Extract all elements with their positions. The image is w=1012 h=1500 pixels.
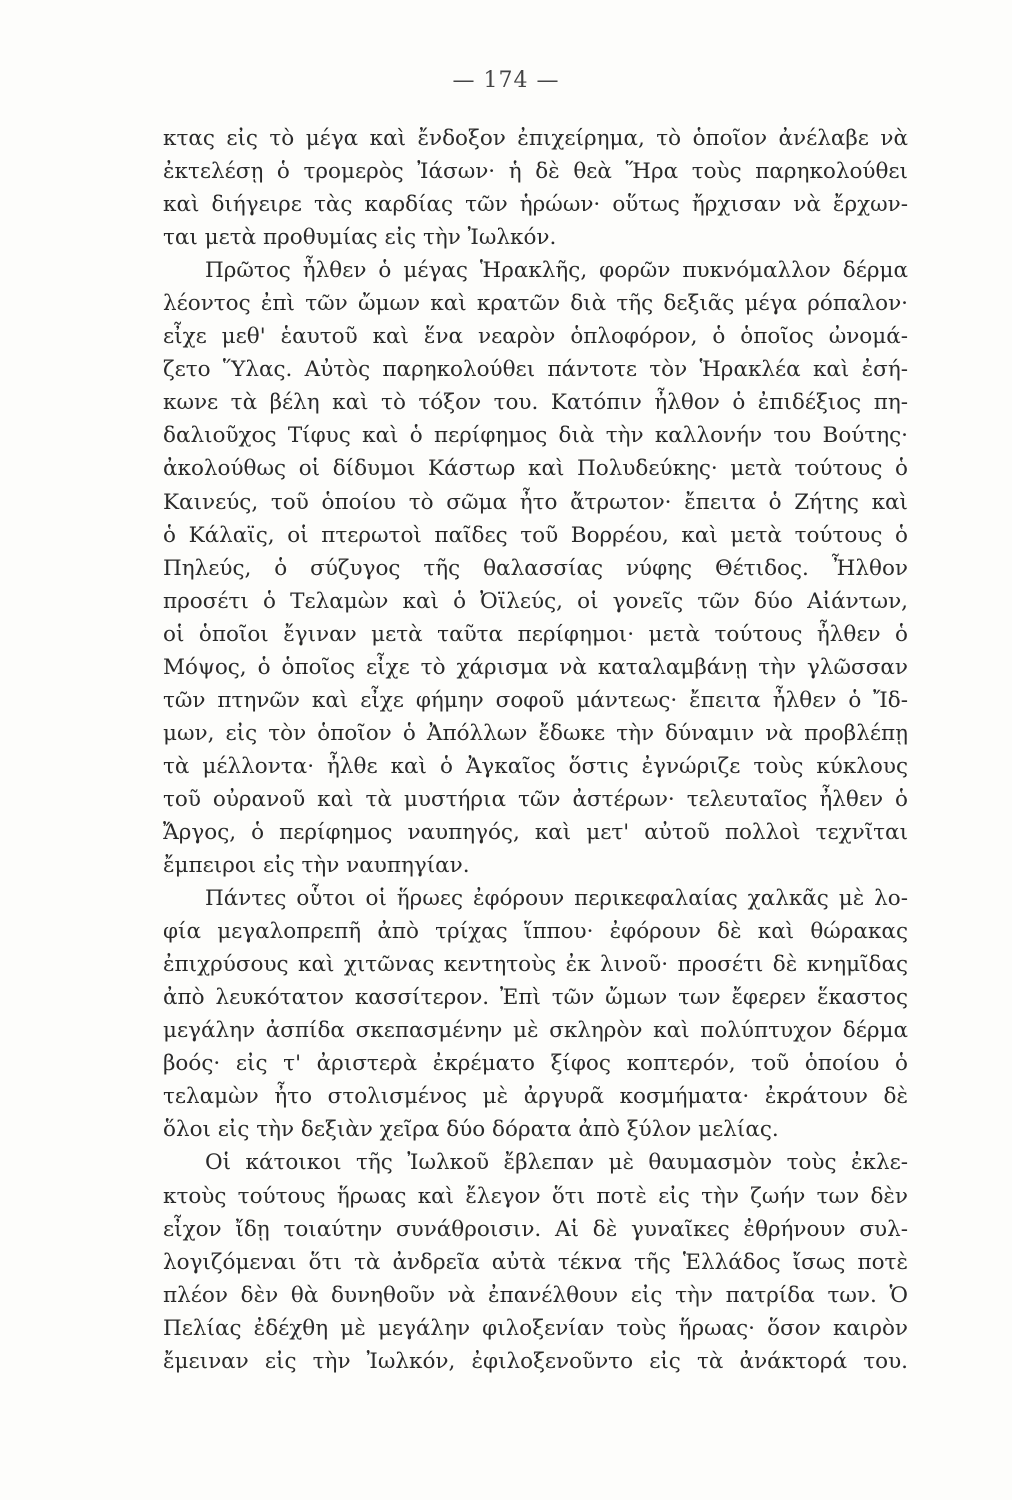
text-line: Πάντες οὗτοι οἱ ἥρωες ἐφόρουν περικεφαλαίας χαλκᾶς μὲ λο- [205, 886, 908, 912]
text-line: πλέον δὲν θὰ δυνηθοῦν νὰ ἐπανέλθουν εἰς τὴν πατρίδα των. Ὁ [163, 1282, 908, 1308]
text-line: δαλιοῦχος Τίφυς καὶ ὁ περίφημος διὰ τὴν καλλονήν του Βούτης· [163, 423, 908, 449]
text-line: ἐπιχρύσους καὶ χιτῶνας κεντητοὺς ἐκ λινοῦ· προσέτι δὲ κνημῖδας [163, 952, 908, 978]
text-line: Πηλεύς, ὁ σύζυγος τῆς θαλασσίας νύφης Θέτιδος. Ἦλθον [163, 555, 908, 581]
text-line: προσέτι ὁ Τελαμὼν καὶ ὁ Ὀϊλεύς, οἱ γονεῖς τῶν δύο Αἰάντων, [163, 588, 908, 614]
text-line: λογιζόμεναι ὅτι τὰ ἀνδρεῖα αὐτὰ τέκνα τῆς Ἑλλάδος ἴσως ποτὲ [163, 1249, 908, 1275]
text-line: Πρῶτος ἦλθεν ὁ μέγας Ἡρακλῆς, φορῶν πυκνόμαλλον δέρμα [205, 258, 908, 284]
text-line: Οἱ κάτοικοι τῆς Ἰωλκοῦ ἔβλεπαν μὲ θαυμασμὸν τοὺς ἐκλε- [205, 1150, 908, 1176]
page-number: — 174 — [452, 68, 560, 93]
text-line: οἱ ὁποῖοι ἔγιναν μετὰ ταῦτα περίφημοι· μετὰ τούτους ἦλθεν ὁ [163, 621, 908, 647]
text-line: ζετο Ὕλας. Αὐτὸς παρηκολούθει πάντοτε τὸν Ἡρακλέα καὶ ἐσή- [163, 357, 908, 383]
text-line: λέοντος ἐπὶ τῶν ὤμων καὶ κρατῶν διὰ τῆς δεξιᾶς μέγα ρόπαλον· [163, 291, 908, 317]
text-line: Καινεύς, τοῦ ὁποίου τὸ σῶμα ἦτο ἄτρωτον· ἔπειτα ὁ Ζήτης καὶ [163, 489, 908, 515]
text-line: ἔμειναν εἰς τὴν Ἰωλκόν, ἐφιλοξενοῦντο εἰς τὰ ἀνάκτορά του. [163, 1348, 908, 1374]
text-line: κτας εἰς τὸ μέγα καὶ ἔνδοξον ἐπιχείρημα, τὸ ὁποῖον ἀνέλαβε νὰ [163, 126, 908, 151]
text-line: τὰ μέλλοντα· ἦλθε καὶ ὁ Ἀγκαῖος ὅστις ἐγνώριζε τοὺς κύκλους [163, 753, 908, 779]
text-line: εἶχε μεθ' ἑαυτοῦ καὶ ἕνα νεαρὸν ὁπλοφόρον, ὁ ὁποῖος ὠνομά- [163, 324, 908, 350]
text-line: ὅλοι εἰς τὴν δεξιὰν χεῖρα δύο δόρατα ἀπὸ ξύλον μελίας. [163, 1117, 779, 1143]
text-line: εἶχον ἴδῃ τοιαύτην συνάθροισιν. Αἱ δὲ γυναῖκες ἐθρήνουν συλ- [163, 1216, 908, 1242]
text-line: φία μεγαλοπρεπῆ ἀπὸ τρίχας ἵππου· ἐφόρουν δὲ καὶ θώρακας [163, 919, 908, 945]
text-line: ἀπὸ λευκότατον κασσίτερον. Ἐπὶ τῶν ὤμων των ἔφερεν ἕκαστος [163, 985, 908, 1011]
text-line: μων, εἰς τὸν ὁποῖον ὁ Ἀπόλλων ἔδωκε τὴν δύναμιν νὰ προβλέπῃ [163, 720, 908, 746]
text-line: Πελίας ἐδέχθη μὲ μεγάλην φιλοξενίαν τοὺς ἥρωας· ὅσον καιρὸν [163, 1315, 908, 1341]
text-line: ὁ Κάλαϊς, οἱ πτερωτοὶ παῖδες τοῦ Βορρέου, καὶ μετὰ τούτους ὁ [163, 522, 908, 548]
text-line: ἀκολούθως οἱ δίδυμοι Κάστωρ καὶ Πολυδεύκης· μετὰ τούτους ὁ [163, 456, 908, 482]
text-line: Ἄργος, ὁ περίφημος ναυπηγός, καὶ μετ' αὐτοῦ πολλοὶ τεχνῖται [163, 819, 908, 845]
text-line: κωνε τὰ βέλη καὶ τὸ τόξον του. Κατόπιν ἦλθον ὁ ἐπιδέξιος πη- [163, 390, 908, 416]
text-line: βοός· εἰς τ' ἀριστερὰ ἐκρέματο ξίφος κοπτερόν, τοῦ ὁποίου ὁ [163, 1051, 908, 1077]
text-line: καὶ διήγειρε τὰς καρδίας τῶν ἡρώων· οὕτως ἤρχισαν νὰ ἔρχων- [163, 192, 908, 218]
text-line: Μόψος, ὁ ὁποῖος εἶχε τὸ χάρισμα νὰ καταλαμβάνῃ τὴν γλῶσσαν [163, 654, 908, 680]
text-line: τελαμὼν ἦτο στολισμένος μὲ ἀργυρᾶ κοσμήματα· ἐκράτουν δὲ [163, 1084, 908, 1110]
text-line: μεγάλην ἀσπίδα σκεπασμένην μὲ σκληρὸν καὶ πολύπτυχον δέρμα [163, 1018, 908, 1044]
text-line: ἐκτελέσῃ ὁ τρομερὸς Ἰάσων· ἡ δὲ θεὰ Ἥρα τοὺς παρηκολούθει [163, 159, 908, 185]
body-text [163, 122, 908, 1378]
text-line: ἔμπειροι εἰς τὴν ναυπηγίαν. [163, 853, 470, 879]
text-line: τοῦ οὐρανοῦ καὶ τὰ μυστήρια τῶν ἀστέρων· τελευταῖος ἦλθεν ὁ [163, 786, 908, 812]
text-line: ται μετὰ προθυμίας εἰς τὴν Ἰωλκόν. [163, 225, 557, 251]
text-line: τῶν πτηνῶν καὶ εἶχε φήμην σοφοῦ μάντεως· ἔπειτα ἦλθεν ὁ Ἴδ- [163, 687, 908, 713]
text-line: κτοὺς τούτους ἥρωας καὶ ἔλεγον ὅτι ποτὲ εἰς τὴν ζωήν των δὲν [163, 1183, 908, 1209]
